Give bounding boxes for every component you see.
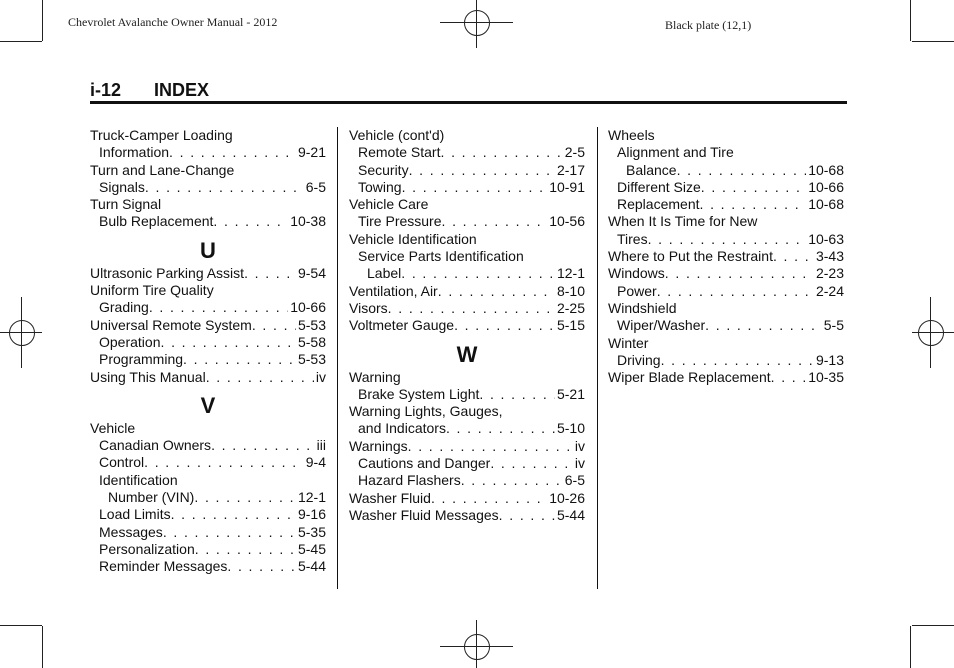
index-entry[interactable]	[90, 213, 326, 230]
index-entry[interactable]	[349, 490, 585, 507]
index-entry-page[interactable]: 2-17	[556, 161, 585, 178]
dot-leader	[227, 558, 296, 575]
dot-leader	[408, 438, 573, 455]
index-entry-page[interactable]: 10-91	[549, 178, 585, 195]
index-entry[interactable]	[608, 179, 844, 196]
index-entry[interactable]	[90, 351, 326, 368]
dot-leader	[701, 179, 806, 196]
index-entry-page[interactable]: iv	[315, 368, 326, 385]
index-entry-label: Windshield	[608, 299, 677, 316]
index-entry-page[interactable]: 10-66	[290, 299, 326, 316]
index-entry-label: Wiper/Washer	[617, 317, 706, 334]
index-entry-label: Brake System Light	[358, 385, 480, 402]
index-entry	[90, 472, 326, 489]
dot-leader	[194, 489, 296, 506]
index-entry-page[interactable]: 9-54	[297, 264, 326, 281]
dot-leader	[648, 231, 807, 248]
dot-leader	[446, 420, 555, 437]
dot-leader	[160, 334, 295, 351]
index-entry[interactable]	[90, 179, 326, 196]
index-entry-label: Grading	[99, 299, 149, 316]
index-entry-page[interactable]: 5-35	[297, 523, 326, 540]
index-entry[interactable]	[608, 231, 844, 248]
index-column-3	[608, 127, 844, 386]
index-entry[interactable]	[608, 248, 844, 265]
index-entry[interactable]	[608, 265, 844, 282]
index-entry-label: Reminder Messages	[99, 558, 228, 575]
index-entry	[608, 127, 844, 144]
index-entry	[90, 420, 326, 437]
index-entry[interactable]	[349, 455, 585, 472]
dot-leader	[499, 507, 555, 524]
index-entry-label: Security	[358, 161, 409, 178]
dot-leader	[461, 472, 563, 489]
index-entry-page[interactable]: 5-53	[297, 316, 326, 333]
page-title	[90, 80, 847, 102]
index-entry-label: Visors	[349, 299, 388, 316]
index-entry[interactable]	[349, 162, 585, 179]
dot-leader	[402, 179, 548, 196]
index-entry[interactable]	[90, 299, 326, 316]
index-entry-label: Replacement	[617, 196, 700, 213]
section-title: INDEX	[154, 80, 210, 100]
index-entry-page[interactable]: 5-15	[556, 317, 585, 334]
dot-leader	[211, 437, 315, 454]
dot-leader	[213, 213, 288, 230]
index-entry	[349, 231, 585, 248]
index-entry[interactable]	[608, 196, 844, 213]
index-entry	[608, 335, 844, 352]
index-entry-page[interactable]: 5-58	[297, 333, 326, 350]
index-entry-page[interactable]: 10-68	[808, 161, 844, 178]
index-entry-label: Windows	[608, 265, 665, 282]
index-entry-page[interactable]: 5-44	[556, 506, 585, 523]
index-entry-label: Control	[99, 454, 145, 471]
index-entry[interactable]	[90, 524, 326, 541]
index-entry-page[interactable]: iii	[316, 437, 326, 454]
index-entry-label: Vehicle Care	[349, 196, 429, 213]
index-entry[interactable]	[349, 438, 585, 455]
index-letter-heading: W	[456, 341, 478, 367]
index-entry-label: Towing	[358, 178, 402, 195]
dot-leader	[490, 455, 573, 472]
index-entry-page[interactable]: 2-24	[815, 282, 844, 299]
index-entry-page[interactable]: 5-10	[556, 420, 585, 437]
index-entry-label: Turn Signal	[90, 196, 162, 213]
index-entry-label: Canadian Owners	[99, 437, 212, 454]
index-entry-label: Operation	[99, 333, 161, 350]
index-entry[interactable]	[349, 420, 585, 437]
index-entry-label: Number (VIN)	[108, 489, 195, 506]
index-entry-page[interactable]: iv	[574, 437, 585, 454]
index-entry[interactable]	[349, 283, 585, 300]
index-entry[interactable]	[349, 179, 585, 196]
index-entry-label: Vehicle	[90, 419, 136, 436]
index-entry[interactable]	[90, 489, 326, 506]
dot-leader	[705, 317, 822, 334]
index-entry-label: Voltmeter Gauge	[349, 317, 455, 334]
index-entry-label: Winter	[608, 334, 649, 351]
index-entry-page[interactable]: 9-4	[305, 454, 326, 471]
index-entry-page[interactable]: 6-5	[305, 178, 326, 195]
dot-leader	[149, 299, 288, 316]
index-entry-page[interactable]: 3-43	[815, 248, 844, 265]
dot-leader	[661, 352, 814, 369]
index-entry-page[interactable]: 10-66	[808, 178, 844, 195]
index-entry-label: Personalization	[99, 540, 195, 557]
index-entry-label: Where to Put the Restraint	[608, 248, 773, 265]
dot-leader	[700, 196, 807, 213]
index-entry-page[interactable]: 5-53	[297, 351, 326, 368]
dot-leader	[479, 386, 555, 403]
index-entry[interactable]	[349, 300, 585, 317]
index-entry-label: Power	[617, 282, 657, 299]
index-column-1	[90, 127, 326, 576]
index-entry[interactable]	[90, 437, 326, 454]
index-entry	[608, 144, 844, 161]
index-entry-label: Load Limits	[99, 506, 171, 523]
index-entry-page[interactable]: iv	[574, 455, 585, 472]
dot-leader	[442, 213, 548, 230]
index-entry-page[interactable]: 5-45	[297, 540, 326, 557]
index-entry-label: Washer Fluid Messages	[349, 506, 499, 523]
column-divider	[337, 127, 338, 589]
index-entry-label: Vehicle (cont'd)	[349, 127, 445, 143]
index-entry-page[interactable]: 10-26	[549, 489, 585, 506]
index-entry-label: Different Size	[617, 178, 701, 195]
index-entry-label: Driving	[617, 351, 661, 368]
index-entry-page[interactable]: 10-63	[808, 230, 844, 247]
index-entry	[90, 282, 326, 299]
dot-leader	[431, 490, 547, 507]
index-entry[interactable]	[90, 265, 326, 282]
index-entry-page[interactable]: 10-68	[808, 196, 844, 213]
dot-leader	[183, 351, 296, 368]
index-entry-label: Wheels	[608, 127, 655, 143]
index-entry[interactable]	[349, 213, 585, 230]
index-entry-page[interactable]: 10-35	[808, 369, 844, 386]
index-entry-page[interactable]: 2-23	[815, 265, 844, 282]
index-entry-label: Ventilation, Air	[349, 282, 438, 299]
dot-leader	[252, 317, 296, 334]
title-rule	[90, 101, 847, 104]
plate-label: Black plate (12,1)	[665, 18, 752, 32]
dot-leader	[454, 317, 555, 334]
dot-leader	[438, 283, 555, 300]
dot-leader	[409, 162, 555, 179]
index-entry-label: Alignment and Tire	[617, 144, 734, 161]
index-entry-label: Identification	[99, 471, 178, 488]
index-entry	[90, 162, 326, 179]
dot-leader	[665, 265, 814, 282]
dot-leader	[771, 369, 807, 386]
index-entry-page[interactable]: 12-1	[297, 489, 326, 506]
index-entry-label: and Indicators	[358, 420, 446, 437]
index-entry-label: Remote Start	[358, 144, 441, 161]
dot-leader	[244, 265, 296, 282]
index-entry	[349, 127, 585, 144]
index-entry-label: Information	[99, 144, 170, 161]
index-entry-label: Turn and Lane-Change	[90, 161, 235, 178]
dot-leader	[206, 369, 314, 386]
index-entry-page[interactable]: 6-5	[564, 472, 585, 489]
page-number: i-12	[90, 80, 122, 100]
index-entry-page[interactable]: 9-13	[815, 351, 844, 368]
index-entry-label: Label	[367, 265, 402, 282]
index-entry-page[interactable]: 5-21	[556, 385, 585, 402]
index-entry[interactable]	[90, 317, 326, 334]
index-entry-page[interactable]: 10-56	[549, 213, 585, 230]
index-entry[interactable]	[90, 369, 326, 386]
index-entry[interactable]	[608, 369, 844, 386]
column-divider	[597, 127, 598, 589]
index-entry[interactable]	[349, 317, 585, 334]
index-entry[interactable]	[90, 558, 326, 575]
index-entry[interactable]	[349, 265, 585, 282]
index-entry-label: Tires	[617, 230, 648, 247]
dot-leader	[657, 283, 814, 300]
dot-leader	[773, 248, 814, 265]
index-entry-label: Balance	[626, 161, 677, 178]
index-entry-label: Warning Lights, Gauges,	[349, 403, 503, 420]
index-entry[interactable]	[90, 144, 326, 161]
dot-leader	[677, 162, 807, 179]
index-entry	[608, 300, 844, 317]
dot-leader	[401, 265, 555, 282]
dot-leader	[144, 454, 304, 471]
dot-leader	[145, 179, 304, 196]
index-entry-label: Hazard Flashers	[358, 472, 461, 489]
index-entry	[349, 369, 585, 386]
index-entry-page[interactable]: 5-44	[297, 558, 326, 575]
index-entry-label: Warnings	[349, 437, 408, 454]
index-entry-page[interactable]: 12-1	[556, 265, 585, 282]
index-entry-page[interactable]: 10-38	[290, 213, 326, 230]
index-entry-label: Bulb Replacement	[99, 213, 214, 230]
index-entry-label: Universal Remote System	[90, 316, 252, 333]
index-entry-label: Ultrasonic Parking Assist	[90, 264, 245, 281]
index-entry[interactable]	[90, 506, 326, 523]
dot-leader	[388, 300, 555, 317]
index-entry-label: Washer Fluid	[349, 489, 431, 506]
index-entry[interactable]	[349, 386, 585, 403]
dot-leader	[440, 144, 562, 161]
index-entry	[90, 127, 326, 144]
index-entry-label: Uniform Tire Quality	[90, 282, 214, 299]
index-entry-page[interactable]: 2-25	[556, 299, 585, 316]
index-letter-heading: V	[200, 392, 216, 418]
index-entry-page[interactable]: 9-16	[297, 506, 326, 523]
index-entry-label: Programming	[99, 351, 184, 368]
index-entry[interactable]	[608, 283, 844, 300]
index-entry[interactable]	[90, 541, 326, 558]
index-entry[interactable]	[349, 507, 585, 524]
index-column-2	[349, 127, 585, 524]
index-entry	[349, 196, 585, 213]
index-entry-page[interactable]: 8-10	[556, 282, 585, 299]
index-entry	[349, 403, 585, 420]
index-entry[interactable]	[349, 144, 585, 161]
index-entry-label: Signals	[99, 178, 145, 195]
dot-leader	[195, 541, 296, 558]
index-entry-label: Cautions and Danger	[358, 455, 491, 472]
index-letter-heading: U	[200, 237, 216, 263]
index-entry	[90, 196, 326, 213]
index-entry-label: Wiper Blade Replacement	[608, 369, 771, 386]
index-entry[interactable]	[90, 454, 326, 471]
running-header-title: Chevrolet Avalanche Owner Manual - 2012	[68, 15, 278, 29]
index-entry-page[interactable]: 5-5	[823, 317, 844, 334]
index-entry-label: Messages	[99, 523, 163, 540]
index-entry-page[interactable]: 2-5	[564, 144, 585, 161]
index-entry[interactable]	[349, 472, 585, 489]
index-entry-label: When It Is Time for New	[608, 213, 758, 230]
index-entry	[349, 248, 585, 265]
index-entry-page[interactable]: 9-21	[297, 144, 326, 161]
index-entry[interactable]	[608, 352, 844, 369]
index-entry-label: Using This Manual	[90, 368, 206, 385]
index-entry-label: Truck-Camper Loading	[90, 127, 233, 143]
index-entry-label: Warning	[349, 368, 401, 385]
index-entry	[608, 213, 844, 230]
index-entry-label: Service Parts Identification	[358, 248, 524, 265]
dot-leader	[163, 524, 296, 541]
index-entry-label: Tire Pressure	[358, 213, 442, 230]
dot-leader	[171, 506, 296, 523]
index-entry[interactable]	[90, 334, 326, 351]
index-entry-label: Vehicle Identification	[349, 230, 477, 247]
dot-leader	[169, 144, 296, 161]
index-entry[interactable]	[608, 317, 844, 334]
index-entry[interactable]	[608, 162, 844, 179]
